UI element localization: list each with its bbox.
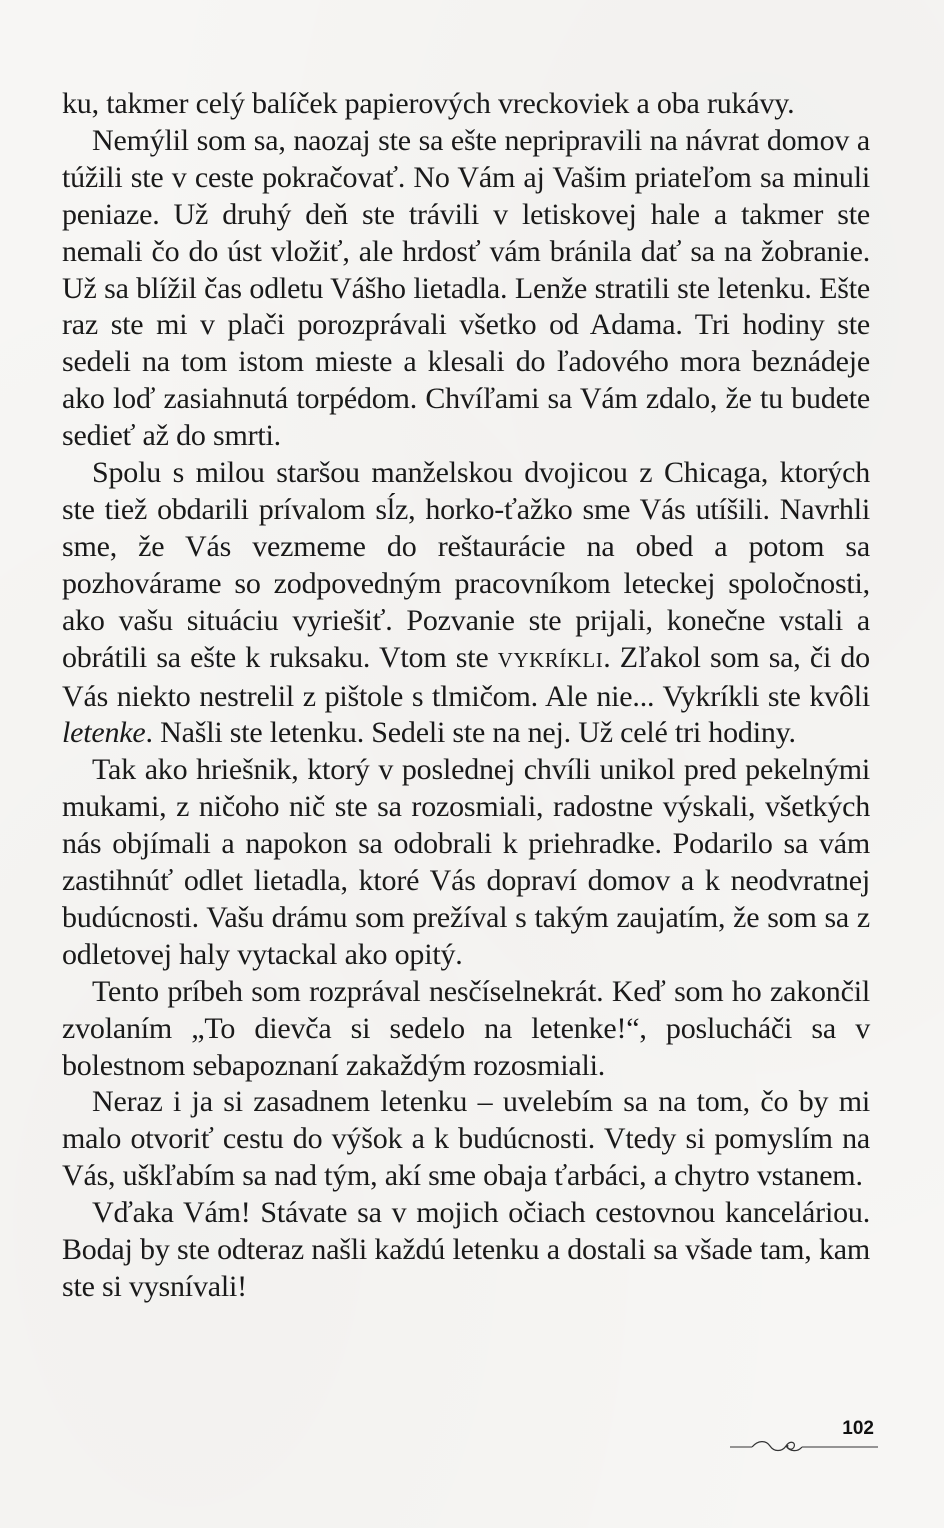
paragraph xyxy=(62,752,870,973)
text-run: Neraz i ja si zasadnem letenku – uvelebím sa na tom, čo by mi malo otvoriť cestu do výšok a k budúcnosti. Vtedy si pomyslím na Vás, uškľabím sa nad tým, akí sme obaja ťarbáci, a chytro vstanem. xyxy=(62,1085,870,1193)
page-number: 102 xyxy=(842,1418,874,1439)
body-text xyxy=(62,86,870,1306)
paragraph xyxy=(62,974,870,1085)
text-run: Tak ako hriešnik, ktorý v poslednej chvíli unikol pred pekelnými mukami, z ničoho nič ste sa rozosmiali, radostne výskali, všetkých nás objímali a napokon sa odobrali k priehradke. Podarilo sa vám zastihnúť odlet lietadla, ktoré Vás dopraví domov a k neodvratnej budúcnosti. Vašu drámu som prežíval s takým zaujatím, že som sa z odletovej haly vytackal ako opitý. xyxy=(62,753,870,971)
text-run: Nemýlil som sa, naozaj ste sa ešte nepripravili na návrat domov a túžili ste v ceste pokračovať. No Vám aj Vašim priateľom sa minuli peniaze. Už druhý deň ste trávili v letiskovej hale a takmer ste nemali čo do úst vložiť, ale hrdosť vám bránila dať sa na žobranie. Už sa blížil čas odletu Vášho lietadla. Lenže stratili ste letenku. Ešte raz ste mi v plači porozprávali všetko od Adama. Tri hodiny ste sedeli na tom istom mieste a klesali do ľadového mora beznádeje ako loď zasiahnutá torpédom. Chvíľami sa Vám zdalo, že tu budete sedieť až do smrti. xyxy=(62,123,870,453)
text-run: ku, takmer celý balíček papierových vreckoviek a oba rukávy. xyxy=(62,87,795,120)
small-caps-text: VYKRÍKLI xyxy=(497,647,604,672)
paragraph xyxy=(62,455,870,752)
text-run: . Zľakol som sa, či do Vás niekto nestrelil z pištole s tlmičom. Ale nie... Vykríkli ste kvôli xyxy=(62,640,870,713)
text-run: Vďaka Vám! Stávate sa v mojich očiach cestovnou kanceláriou. Bodaj by ste odteraz našli každú letenku a dostali sa všade tam, kam ste si vysnívali! xyxy=(62,1196,870,1303)
paragraph xyxy=(62,1084,870,1195)
paragraph xyxy=(62,1195,870,1306)
text-run: Tento príbeh som rozprával nesčíselnekrát. Keď som ho zakončil zvolaním „To dievča si sedelo na letenke!“, poslucháči sa v bolestnom sebapoznaní zakaždým rozosmiali. xyxy=(62,974,870,1082)
paragraph xyxy=(62,123,870,455)
paragraph xyxy=(62,86,870,123)
swirl-ornament-icon xyxy=(730,1438,878,1454)
text-run: . Našli ste letenku. Sedeli ste na nej. Už celé tri hodiny. xyxy=(145,716,796,750)
text-run: Spolu s milou staršou manželskou dvojicou z Chicaga, ktorých ste tiež obdarili prívalom sĺz, horko-ťažko sme Vás utíšili. Navrhli sme, že Vás vezmeme do reštaurácie na obed a potom sa pozhovárame so zodpovedným pracovníkom leteckej spoločnosti, ako vašu situáciu vyriešiť. Pozvanie ste prijali, konečne vstali a obrátili sa ešte k ruksaku. Vtom ste xyxy=(62,456,870,674)
emphasized-text: letenke xyxy=(62,716,146,750)
page-footer xyxy=(730,1416,878,1456)
